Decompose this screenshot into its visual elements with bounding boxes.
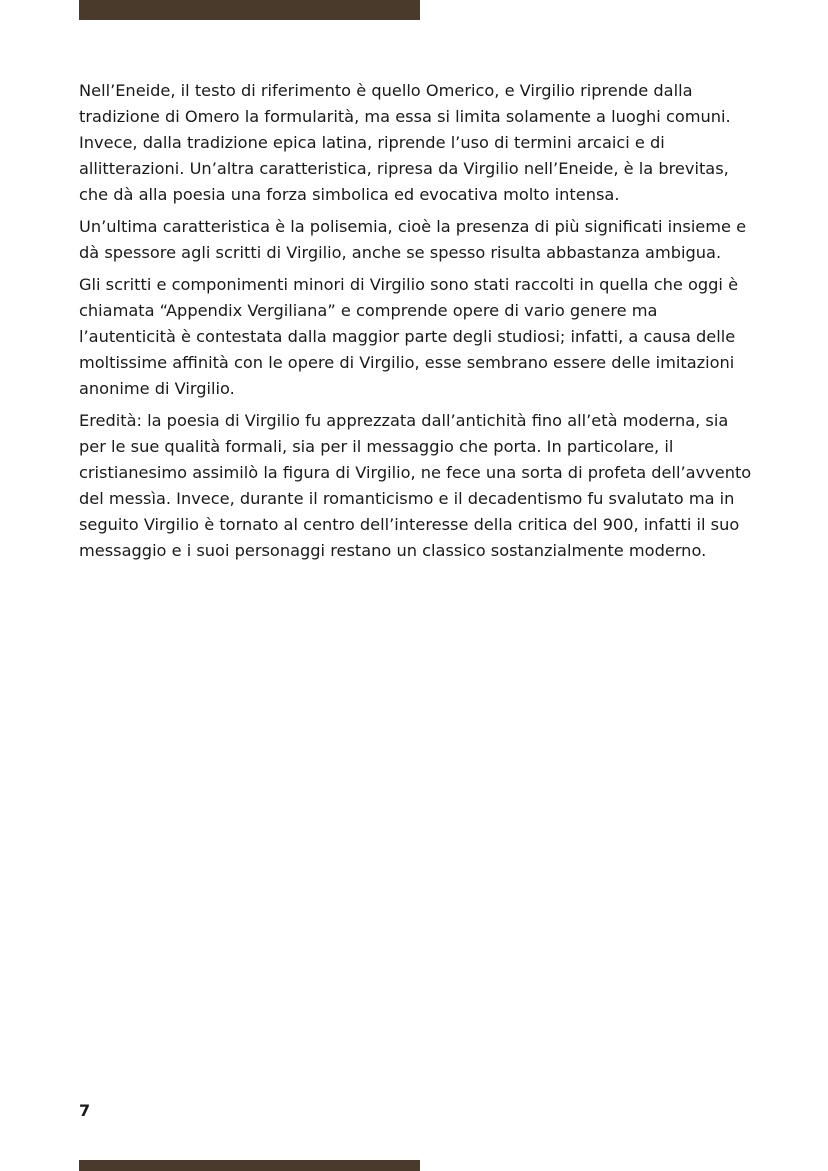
paragraph-appendix-vergiliana: Gli scritti e componimenti minori di Virgilio sono stati raccolti in quella che oggi è chiamata “Appendix Vergiliana” e comprende opere di vario genere ma l’autenticità è contestata dalla maggior parte degli studiosi; infatti, a causa delle moltissime affinità con le opere di Virgilio, esse sembrano essere delle imitazioni anonime di Virgilio. bbox=[79, 275, 739, 398]
document-body bbox=[79, 78, 754, 570]
paragraph-eneide-style: Nell’Eneide, il testo di riferimento è quello Omerico, e Virgilio riprende dalla tradizione di Omero la formularità, ma essa si limita solamente a luoghi comuni. Invece, dalla tradizione epica latina, riprende l’uso di termini arcaici e di allitterazioni. Un’altra caratteristica, ripresa da Virgilio nell’Eneide, è la brevitas, che dà alla poesia una forza simbolica ed evocativa molto intensa. bbox=[79, 81, 731, 204]
header-decorative-bar bbox=[79, 0, 420, 20]
paragraph-eredita: Eredità: la poesia di Virgilio fu apprezzata dall’antichità fino all’età moderna, sia per le sue qualità formali, sia per il messaggio che porta. In particolare, il cristianesimo assimilò la figura di Virgilio, ne fece una sorta di profeta dell’avvento del messìa. Invece, durante il romanticismo e il decadentismo fu svalutato ma in seguito Virgilio è tornato al centro dell’interesse della critica del 900, infatti il suo messaggio e i suoi personaggi restano un classico sostanzialmente moderno. bbox=[79, 411, 752, 560]
paragraph-polisemia: Un’ultima caratteristica è la polisemia, cioè la presenza di più significati insieme e dà spessore agli scritti di Virgilio, anche se spesso risulta abbastanza ambigua. bbox=[79, 217, 747, 262]
footer-decorative-bar bbox=[79, 1160, 420, 1171]
page-number: 7 bbox=[79, 1101, 91, 1120]
